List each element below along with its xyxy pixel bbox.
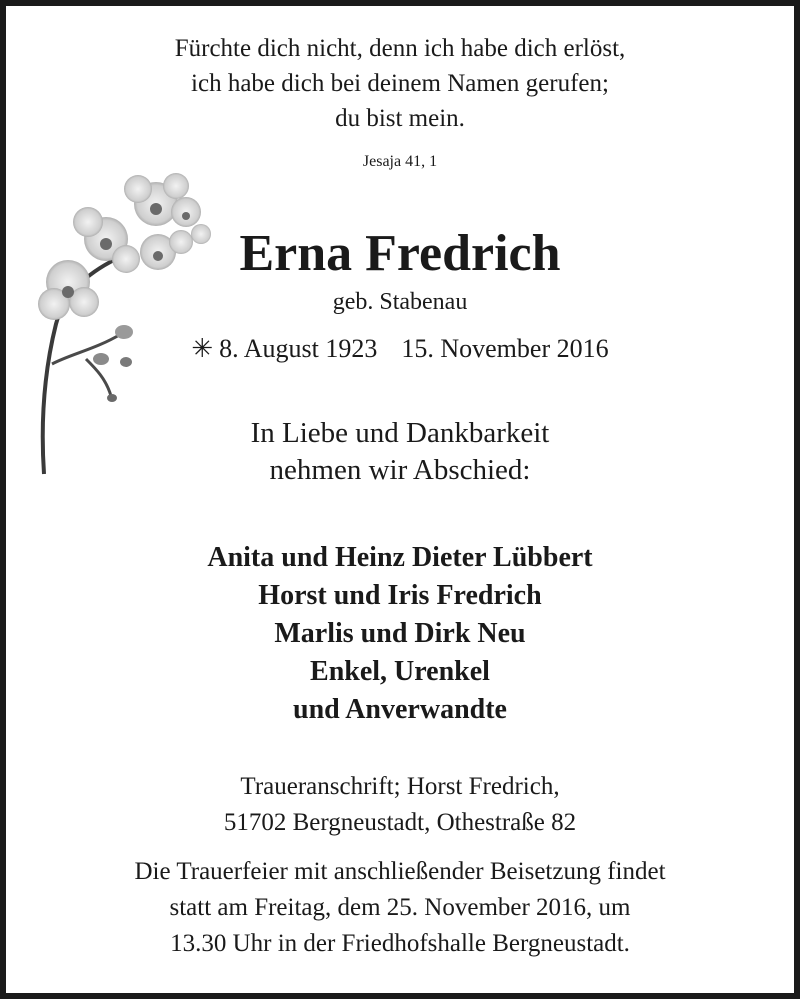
- birth-date: 8. August 1923: [219, 334, 378, 363]
- farewell-line: In Liebe und Dankbarkeit: [250, 417, 550, 449]
- birth-star-icon: ✳: [191, 334, 214, 363]
- birth-name: geb. Stabenau: [332, 289, 468, 315]
- verse-reference: Jesaja 41, 1: [362, 153, 438, 170]
- address-line: Traueranschrift; Horst Fredrich,: [240, 773, 560, 800]
- farewell-line: nehmen wir Abschied:: [269, 454, 531, 486]
- service-line: 13.30 Uhr in der Friedhofshalle Bergneustadt.: [170, 930, 630, 957]
- life-dates: [6, 334, 794, 364]
- address-line: 51702 Bergneustadt, Othestraße 82: [223, 809, 577, 836]
- service-line: statt am Freitag, dem 25. November 2016, um: [169, 894, 631, 921]
- family-line: Horst und Iris Fredrich: [258, 580, 542, 611]
- deceased-name: Erna Fredrich: [239, 225, 561, 282]
- verse-line: ich habe dich bei deinem Namen gerufen;: [191, 70, 609, 97]
- family-line: Anita und Heinz Dieter Lübbert: [207, 542, 593, 573]
- verse-line: Fürchte dich nicht, denn ich habe dich erlöst,: [174, 35, 626, 62]
- death-date: 15. November 2016: [401, 334, 609, 363]
- service-line: Die Trauerfeier mit anschließender Beisetzung findet: [134, 858, 666, 885]
- family-line: Marlis und Dirk Neu: [274, 618, 526, 649]
- family-line: Enkel, Urenkel: [310, 656, 490, 687]
- family-line: und Anverwandte: [293, 694, 507, 725]
- verse-line: du bist mein.: [335, 105, 465, 132]
